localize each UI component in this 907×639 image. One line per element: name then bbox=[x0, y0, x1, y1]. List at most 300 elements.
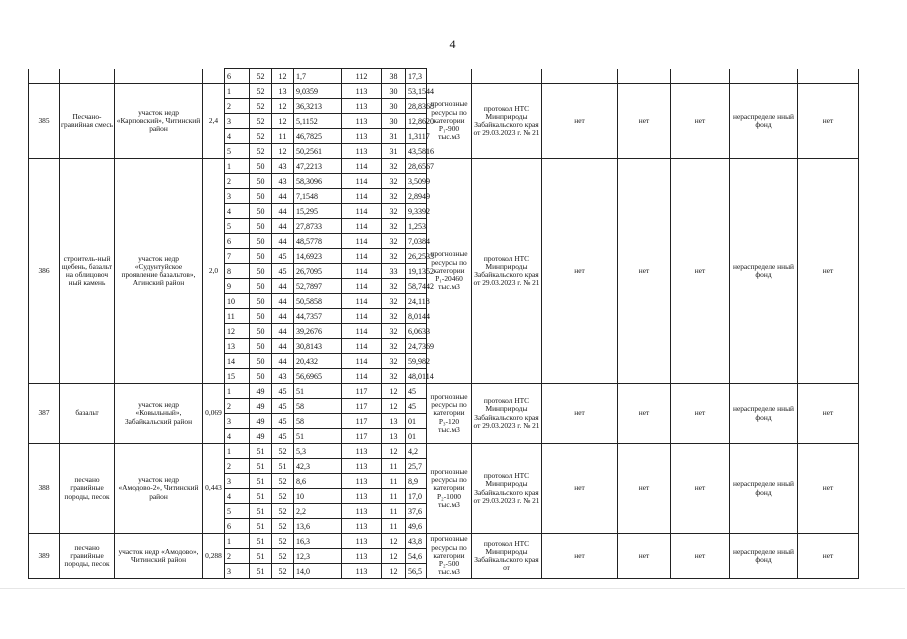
coord-c-cell: 1,7 bbox=[294, 69, 342, 84]
coord-e-cell: 32 bbox=[382, 354, 406, 369]
coord-c-cell: 7,1548 bbox=[294, 189, 342, 204]
coord-e-cell: 32 bbox=[382, 309, 406, 324]
coord-n-cell: 6 bbox=[225, 69, 250, 84]
coord-b-cell: 44 bbox=[272, 309, 294, 324]
col-a-value: нет bbox=[542, 384, 618, 444]
coord-d-cell: 117 bbox=[342, 384, 382, 399]
coord-d-cell: 114 bbox=[342, 189, 382, 204]
col-b-value: нет bbox=[618, 384, 671, 444]
coord-n-cell: 10 bbox=[225, 294, 250, 309]
protocol-text: протокол НТС Минприроды Забайкальского края от 29.03.2023 г. № 21 bbox=[472, 384, 542, 444]
coord-b-cell: 52 bbox=[272, 534, 294, 549]
coord-n-cell: 5 bbox=[225, 219, 250, 234]
coord-n-cell: 4 bbox=[225, 204, 250, 219]
coord-b-cell: 45 bbox=[272, 249, 294, 264]
coord-n-cell: 3 bbox=[225, 189, 250, 204]
coord-a-cell: 50 bbox=[250, 324, 272, 339]
coord-c-cell: 13,6 bbox=[294, 519, 342, 534]
coord-e-cell: 32 bbox=[382, 279, 406, 294]
coord-f-cell: 43,5816 bbox=[406, 144, 427, 159]
scan-edge-line bbox=[0, 588, 905, 589]
fund-status: нераспределе нный фонд bbox=[730, 534, 798, 579]
resource-type: песчано гравийные породы, песок bbox=[60, 444, 115, 534]
coord-c-cell: 20,432 bbox=[294, 354, 342, 369]
coord-a-cell: 52 bbox=[250, 69, 272, 84]
coord-d-cell: 113 bbox=[342, 129, 382, 144]
coord-e-cell: 12 bbox=[382, 399, 406, 414]
coord-c-cell: 36,3213 bbox=[294, 99, 342, 114]
coord-f-cell: 01 bbox=[406, 414, 427, 429]
coord-b-cell: 52 bbox=[272, 444, 294, 459]
coord-n-cell: 3 bbox=[225, 414, 250, 429]
coord-a-cell: 49 bbox=[250, 399, 272, 414]
coord-d-cell: 114 bbox=[342, 339, 382, 354]
coord-a-cell: 50 bbox=[250, 174, 272, 189]
coord-n-cell: 15 bbox=[225, 369, 250, 384]
coord-a-cell: 52 bbox=[250, 144, 272, 159]
coord-e-cell: 31 bbox=[382, 144, 406, 159]
table-row bbox=[29, 534, 907, 549]
fund-status: нераспределе нный фонд bbox=[730, 384, 798, 444]
col-c-value: нет bbox=[671, 534, 730, 579]
coord-e-cell: 32 bbox=[382, 204, 406, 219]
coord-d-cell: 113 bbox=[342, 144, 382, 159]
entry-number: 387 bbox=[29, 384, 60, 444]
coord-a-cell: 49 bbox=[250, 414, 272, 429]
coord-b-cell: 52 bbox=[272, 489, 294, 504]
coord-b-cell: 44 bbox=[272, 294, 294, 309]
coord-a-cell: 50 bbox=[250, 309, 272, 324]
coord-d-cell: 114 bbox=[342, 369, 382, 384]
coord-f-cell: 45 bbox=[406, 399, 427, 414]
resource-category: прогнозные ресурсы по категории P₂-1000 тыс.м3 bbox=[427, 444, 472, 534]
area-value: 0,443 bbox=[203, 444, 225, 534]
coord-f-cell: 28,8368 bbox=[406, 99, 427, 114]
coord-a-cell: 50 bbox=[250, 279, 272, 294]
coord-e-cell: 32 bbox=[382, 249, 406, 264]
coord-e-cell: 12 bbox=[382, 384, 406, 399]
coord-e-cell: 11 bbox=[382, 519, 406, 534]
coord-d-cell: 113 bbox=[342, 444, 382, 459]
fund-cell bbox=[730, 69, 798, 84]
coord-f-cell: 1,3117 bbox=[406, 129, 427, 144]
coord-f-cell: 17,3 bbox=[406, 69, 427, 84]
coord-e-cell: 11 bbox=[382, 459, 406, 474]
coord-f-cell: 2,8949 bbox=[406, 189, 427, 204]
coord-f-cell: 24,7369 bbox=[406, 339, 427, 354]
coord-n-cell: 2 bbox=[225, 174, 250, 189]
coord-b-cell: 45 bbox=[272, 384, 294, 399]
coord-n-cell: 9 bbox=[225, 279, 250, 294]
col-c-value: нет bbox=[671, 384, 730, 444]
coord-f-cell: 53,1544 bbox=[406, 84, 427, 99]
coord-d-cell: 117 bbox=[342, 399, 382, 414]
resource-category: прогнозные ресурсы по категории P₂-500 тыс.м3 bbox=[427, 534, 472, 579]
coord-d-cell: 113 bbox=[342, 489, 382, 504]
coord-b-cell: 12 bbox=[272, 69, 294, 84]
coord-b-cell: 43 bbox=[272, 159, 294, 174]
resource-category: прогнозные ресурсы по категории P₁-900 тыс.м3 bbox=[427, 84, 472, 159]
coord-b-cell: 45 bbox=[272, 429, 294, 444]
coord-e-cell: 13 bbox=[382, 429, 406, 444]
coord-d-cell: 114 bbox=[342, 294, 382, 309]
col-b-value: нет bbox=[618, 84, 671, 159]
coord-b-cell: 11 bbox=[272, 129, 294, 144]
coord-f-cell: 45 bbox=[406, 384, 427, 399]
coord-e-cell: 33 bbox=[382, 264, 406, 279]
coord-c-cell: 44,7357 bbox=[294, 309, 342, 324]
coord-e-cell: 32 bbox=[382, 174, 406, 189]
resource-type: песчано гравийные породы, песок bbox=[60, 534, 115, 579]
coord-f-cell: 26,2533 bbox=[406, 249, 427, 264]
protocol-text: протокол НТС Минприроды Забайкальского края от 29.03.2023 г. № 21 bbox=[472, 444, 542, 534]
coord-d-cell: 114 bbox=[342, 204, 382, 219]
coord-a-cell: 51 bbox=[250, 474, 272, 489]
coord-a-cell: 50 bbox=[250, 294, 272, 309]
coord-c-cell: 51 bbox=[294, 429, 342, 444]
coord-c-cell: 58,3096 bbox=[294, 174, 342, 189]
site-name: участок недр «Амодово-2», Читинский район bbox=[115, 444, 203, 534]
coord-b-cell: 43 bbox=[272, 369, 294, 384]
col-b-cell bbox=[618, 69, 671, 84]
coord-n-cell: 11 bbox=[225, 309, 250, 324]
coord-a-cell: 50 bbox=[250, 354, 272, 369]
col-b-value: нет bbox=[618, 534, 671, 579]
coord-n-cell: 3 bbox=[225, 114, 250, 129]
coord-n-cell: 2 bbox=[225, 459, 250, 474]
coord-d-cell: 113 bbox=[342, 549, 382, 564]
coord-e-cell: 13 bbox=[382, 414, 406, 429]
coord-n-cell: 12 bbox=[225, 324, 250, 339]
coord-d-cell: 113 bbox=[342, 564, 382, 579]
coord-c-cell: 42,3 bbox=[294, 459, 342, 474]
coord-b-cell: 44 bbox=[272, 339, 294, 354]
coord-b-cell: 12 bbox=[272, 114, 294, 129]
coord-n-cell: 7 bbox=[225, 249, 250, 264]
coord-a-cell: 51 bbox=[250, 534, 272, 549]
coord-n-cell: 4 bbox=[225, 129, 250, 144]
last-value: нет bbox=[798, 384, 859, 444]
coord-c-cell: 56,6965 bbox=[294, 369, 342, 384]
resource-type: базальт bbox=[60, 384, 115, 444]
col-a-value: нет bbox=[542, 159, 618, 384]
site-name: участок недр «Амодово», Читинский район bbox=[115, 534, 203, 579]
coord-f-cell: 59,982 bbox=[406, 354, 427, 369]
coord-d-cell: 114 bbox=[342, 324, 382, 339]
coord-d-cell: 114 bbox=[342, 174, 382, 189]
coord-d-cell: 113 bbox=[342, 99, 382, 114]
coord-n-cell: 5 bbox=[225, 144, 250, 159]
coord-n-cell: 5 bbox=[225, 504, 250, 519]
coord-c-cell: 12,3 bbox=[294, 549, 342, 564]
coord-f-cell: 54,6 bbox=[406, 549, 427, 564]
coord-n-cell: 1 bbox=[225, 159, 250, 174]
resource-type: Песчано-гравийная смесь bbox=[60, 84, 115, 159]
coord-f-cell: 7,0384 bbox=[406, 234, 427, 249]
coord-a-cell: 49 bbox=[250, 384, 272, 399]
subsoil-register-table bbox=[28, 68, 907, 579]
resource-category: прогнозные ресурсы по категории P₃-120 тыс.м3 bbox=[427, 384, 472, 444]
coord-c-cell: 52,7897 bbox=[294, 279, 342, 294]
coord-n-cell: 14 bbox=[225, 354, 250, 369]
coord-e-cell: 11 bbox=[382, 474, 406, 489]
coord-n-cell: 1 bbox=[225, 444, 250, 459]
coord-b-cell: 51 bbox=[272, 459, 294, 474]
coord-n-cell: 2 bbox=[225, 99, 250, 114]
coord-e-cell: 32 bbox=[382, 234, 406, 249]
protocol-text: протокол НТС Минприроды Забайкальского края от bbox=[472, 534, 542, 579]
coord-f-cell: 24,118 bbox=[406, 294, 427, 309]
col-a-value: нет bbox=[542, 84, 618, 159]
register-sheet bbox=[28, 68, 886, 590]
coord-e-cell: 12 bbox=[382, 549, 406, 564]
coord-d-cell: 113 bbox=[342, 114, 382, 129]
coord-a-cell: 51 bbox=[250, 459, 272, 474]
coord-a-cell: 50 bbox=[250, 264, 272, 279]
coord-b-cell: 52 bbox=[272, 504, 294, 519]
coord-e-cell: 30 bbox=[382, 114, 406, 129]
coord-a-cell: 50 bbox=[250, 159, 272, 174]
coord-n-cell: 1 bbox=[225, 534, 250, 549]
coord-f-cell: 17,0 bbox=[406, 489, 427, 504]
coord-c-cell: 15,295 bbox=[294, 204, 342, 219]
coord-n-cell: 6 bbox=[225, 234, 250, 249]
coord-a-cell: 50 bbox=[250, 339, 272, 354]
col-a-cell bbox=[542, 69, 618, 84]
coord-f-cell: 49,6 bbox=[406, 519, 427, 534]
last-cell bbox=[798, 69, 859, 84]
coord-c-cell: 47,2213 bbox=[294, 159, 342, 174]
area-value: 0,069 bbox=[203, 384, 225, 444]
table-row bbox=[29, 444, 907, 459]
coord-c-cell: 5,1152 bbox=[294, 114, 342, 129]
coord-a-cell: 51 bbox=[250, 489, 272, 504]
coord-e-cell: 11 bbox=[382, 504, 406, 519]
col-a-value: нет bbox=[542, 444, 618, 534]
last-value: нет bbox=[798, 534, 859, 579]
table-row bbox=[29, 384, 907, 399]
coord-c-cell: 9,0359 bbox=[294, 84, 342, 99]
site-cell bbox=[115, 69, 203, 84]
coord-c-cell: 50,2561 bbox=[294, 144, 342, 159]
last-value: нет bbox=[798, 84, 859, 159]
coord-e-cell: 30 bbox=[382, 84, 406, 99]
coord-e-cell: 31 bbox=[382, 129, 406, 144]
continued-row bbox=[29, 69, 907, 84]
coord-f-cell: 56,5 bbox=[406, 564, 427, 579]
coord-f-cell: 48,0114 bbox=[406, 369, 427, 384]
coord-b-cell: 43 bbox=[272, 174, 294, 189]
coord-a-cell: 50 bbox=[250, 189, 272, 204]
coord-d-cell: 117 bbox=[342, 414, 382, 429]
coord-e-cell: 30 bbox=[382, 99, 406, 114]
coord-b-cell: 52 bbox=[272, 549, 294, 564]
last-value: нет bbox=[798, 444, 859, 534]
coord-e-cell: 32 bbox=[382, 294, 406, 309]
coord-a-cell: 50 bbox=[250, 219, 272, 234]
coord-e-cell: 32 bbox=[382, 339, 406, 354]
coord-c-cell: 58 bbox=[294, 414, 342, 429]
coord-f-cell: 28,6567 bbox=[406, 159, 427, 174]
coord-d-cell: 114 bbox=[342, 279, 382, 294]
entry-number: 389 bbox=[29, 534, 60, 579]
coord-d-cell: 114 bbox=[342, 264, 382, 279]
coord-f-cell: 43,8 bbox=[406, 534, 427, 549]
coord-n-cell: 6 bbox=[225, 519, 250, 534]
coord-d-cell: 113 bbox=[342, 534, 382, 549]
entry-number: 386 bbox=[29, 159, 60, 384]
coord-f-cell: 9,3392 bbox=[406, 204, 427, 219]
resource-category: прогнозные ресурсы по категории P₁-20460 тыс.м3 bbox=[427, 159, 472, 384]
col-a-value: нет bbox=[542, 534, 618, 579]
coord-c-cell: 14,6923 bbox=[294, 249, 342, 264]
coord-b-cell: 13 bbox=[272, 84, 294, 99]
coord-b-cell: 44 bbox=[272, 189, 294, 204]
area-value: 0,288 bbox=[203, 534, 225, 579]
coord-n-cell: 3 bbox=[225, 564, 250, 579]
coord-n-cell: 13 bbox=[225, 339, 250, 354]
entry-number: 385 bbox=[29, 84, 60, 159]
coord-e-cell: 38 bbox=[382, 69, 406, 84]
coord-e-cell: 12 bbox=[382, 564, 406, 579]
site-name: участок недр «Судунтуйское проявление базальтов», Агинский район bbox=[115, 159, 203, 384]
coord-a-cell: 51 bbox=[250, 504, 272, 519]
area-value: 2,0 bbox=[203, 159, 225, 384]
coord-f-cell: 3,5099 bbox=[406, 174, 427, 189]
coord-n-cell: 1 bbox=[225, 384, 250, 399]
coord-c-cell: 39,2676 bbox=[294, 324, 342, 339]
coord-d-cell: 113 bbox=[342, 519, 382, 534]
coord-f-cell: 4,2 bbox=[406, 444, 427, 459]
coord-a-cell: 51 bbox=[250, 444, 272, 459]
coord-c-cell: 48,5778 bbox=[294, 234, 342, 249]
coord-c-cell: 5,3 bbox=[294, 444, 342, 459]
coord-e-cell: 32 bbox=[382, 324, 406, 339]
protocol-text: протокол НТС Минприроды Забайкальского края от 29.03.2023 г. № 21 bbox=[472, 159, 542, 384]
fund-status: нераспределе нный фонд bbox=[730, 444, 798, 534]
coord-a-cell: 52 bbox=[250, 84, 272, 99]
coord-b-cell: 44 bbox=[272, 354, 294, 369]
area-value: 2,4 bbox=[203, 84, 225, 159]
coord-b-cell: 44 bbox=[272, 324, 294, 339]
coord-a-cell: 49 bbox=[250, 429, 272, 444]
coord-b-cell: 44 bbox=[272, 204, 294, 219]
coord-e-cell: 12 bbox=[382, 444, 406, 459]
col-c-value: нет bbox=[671, 84, 730, 159]
coord-b-cell: 52 bbox=[272, 564, 294, 579]
coord-e-cell: 32 bbox=[382, 159, 406, 174]
coord-a-cell: 52 bbox=[250, 129, 272, 144]
coord-b-cell: 52 bbox=[272, 519, 294, 534]
coord-d-cell: 114 bbox=[342, 219, 382, 234]
no-cell bbox=[29, 69, 60, 84]
col-b-value: нет bbox=[618, 159, 671, 384]
coord-d-cell: 114 bbox=[342, 234, 382, 249]
coord-c-cell: 30,8143 bbox=[294, 339, 342, 354]
coord-f-cell: 12,8620 bbox=[406, 114, 427, 129]
coord-c-cell: 27,8733 bbox=[294, 219, 342, 234]
coord-b-cell: 45 bbox=[272, 414, 294, 429]
site-name: участок недр «Ковыльный», Забайкальский район bbox=[115, 384, 203, 444]
coord-d-cell: 117 bbox=[342, 429, 382, 444]
col-c-value: нет bbox=[671, 159, 730, 384]
coord-f-cell: 8,0144 bbox=[406, 309, 427, 324]
resource-type: строитель-ный щебень, базальт на облицовоч ный камень bbox=[60, 159, 115, 384]
coord-d-cell: 113 bbox=[342, 84, 382, 99]
coord-n-cell: 3 bbox=[225, 474, 250, 489]
last-value: нет bbox=[798, 159, 859, 384]
coord-b-cell: 44 bbox=[272, 279, 294, 294]
area-cell bbox=[203, 69, 225, 84]
coord-f-cell: 8,9 bbox=[406, 474, 427, 489]
coord-c-cell: 26,7095 bbox=[294, 264, 342, 279]
coord-a-cell: 52 bbox=[250, 114, 272, 129]
coord-n-cell: 8 bbox=[225, 264, 250, 279]
coord-f-cell: 6,0633 bbox=[406, 324, 427, 339]
coord-n-cell: 1 bbox=[225, 84, 250, 99]
coord-n-cell: 2 bbox=[225, 549, 250, 564]
coord-c-cell: 46,7825 bbox=[294, 129, 342, 144]
coord-b-cell: 45 bbox=[272, 399, 294, 414]
coord-d-cell: 113 bbox=[342, 459, 382, 474]
coord-c-cell: 10 bbox=[294, 489, 342, 504]
coord-f-cell: 58,7442 bbox=[406, 279, 427, 294]
coord-b-cell: 44 bbox=[272, 219, 294, 234]
page-number: 4 bbox=[449, 37, 456, 51]
coord-c-cell: 2,2 bbox=[294, 504, 342, 519]
coord-n-cell: 4 bbox=[225, 489, 250, 504]
col-c-value: нет bbox=[671, 444, 730, 534]
site-name: участок недр «Карповский», Читинский район bbox=[115, 84, 203, 159]
coord-c-cell: 14,0 bbox=[294, 564, 342, 579]
table-row bbox=[29, 84, 907, 99]
coord-d-cell: 114 bbox=[342, 354, 382, 369]
coord-b-cell: 12 bbox=[272, 144, 294, 159]
coord-f-cell: 25,7 bbox=[406, 459, 427, 474]
coord-a-cell: 52 bbox=[250, 99, 272, 114]
coord-c-cell: 16,3 bbox=[294, 534, 342, 549]
coord-a-cell: 50 bbox=[250, 249, 272, 264]
coord-c-cell: 51 bbox=[294, 384, 342, 399]
coord-d-cell: 113 bbox=[342, 504, 382, 519]
table-row bbox=[29, 159, 907, 174]
coord-b-cell: 52 bbox=[272, 474, 294, 489]
coord-a-cell: 51 bbox=[250, 564, 272, 579]
coord-d-cell: 112 bbox=[342, 69, 382, 84]
coord-a-cell: 51 bbox=[250, 549, 272, 564]
col-b-value: нет bbox=[618, 444, 671, 534]
coord-n-cell: 4 bbox=[225, 429, 250, 444]
coord-d-cell: 114 bbox=[342, 159, 382, 174]
coord-a-cell: 50 bbox=[250, 204, 272, 219]
col-c-cell bbox=[671, 69, 730, 84]
category-cell bbox=[427, 69, 472, 84]
coord-c-cell: 58 bbox=[294, 399, 342, 414]
coord-e-cell: 12 bbox=[382, 534, 406, 549]
coord-f-cell: 19,1352 bbox=[406, 264, 427, 279]
coord-a-cell: 50 bbox=[250, 369, 272, 384]
fund-status: нераспределе нный фонд bbox=[730, 159, 798, 384]
coord-b-cell: 12 bbox=[272, 99, 294, 114]
coord-b-cell: 44 bbox=[272, 234, 294, 249]
coord-f-cell: 37,6 bbox=[406, 504, 427, 519]
coord-c-cell: 8,6 bbox=[294, 474, 342, 489]
coord-f-cell: 01 bbox=[406, 429, 427, 444]
coord-f-cell: 1,253 bbox=[406, 219, 427, 234]
coord-d-cell: 114 bbox=[342, 249, 382, 264]
coord-d-cell: 114 bbox=[342, 309, 382, 324]
coord-a-cell: 51 bbox=[250, 519, 272, 534]
